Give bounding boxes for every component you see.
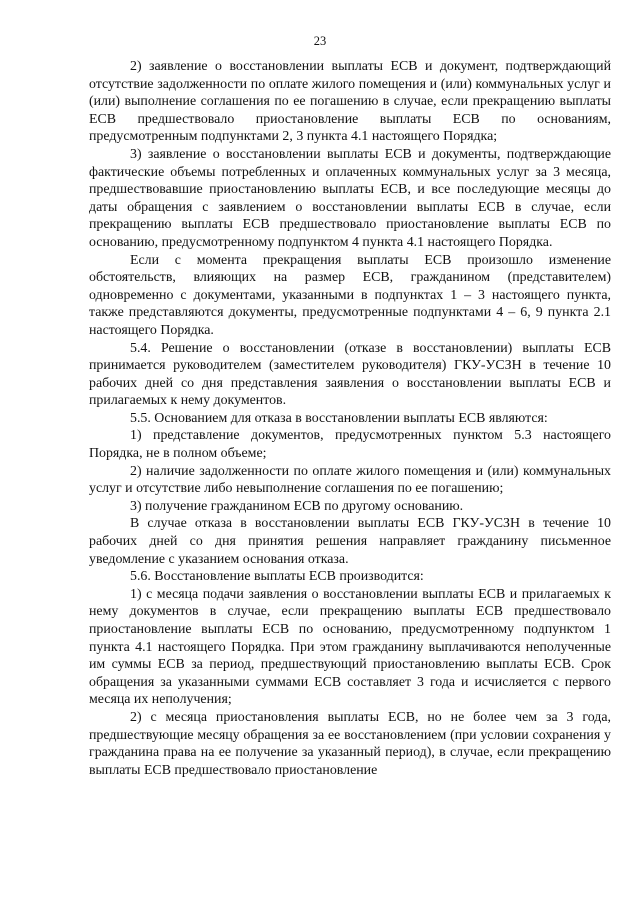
paragraph-clause-5-5: 5.5. Основанием для отказа в восстановлении выплаты ЕСВ являются: xyxy=(130,410,548,426)
paragraph-refusal-ground-3: 3) получение гражданином ЕСВ по другому основанию. xyxy=(130,498,464,514)
paragraph-restoration-1: 1) с месяца подачи заявления о восстановлении выплаты ЕСВ и прилагаемых к нему документов в случае, если прекращению выплаты ЕСВ предшествовало приостановление выплаты ЕСВ по основанию, предусмотренному подпунктом 1 пункта 4.1 настоящего Порядка. При этом гражданину выплачиваются неполученные им суммы ЕСВ за период, предшествующий приостановлению выплаты ЕСВ. Срок обращения за указанными суммами ЕСВ составляет 3 года и исчисляется с первого месяца их неполучения; xyxy=(89,586,611,708)
paragraph-clause-5-4: 5.4. Решение о восстановлении (отказе в восстановлении) выплаты ЕСВ принимается руководителем (заместителем руководителя) ГКУ-УСЗН в течение 10 рабочих дней со дня представления заявления о восстановлении выплаты ЕСВ и прилагаемых к нему документов. xyxy=(89,340,611,409)
paragraph-restoration-2: 2) с месяца приостановления выплаты ЕСВ, но не более чем за 3 года, предшествующие месяцу обращения за ее восстановлением (при условии сохранения у гражданина права на ее получение за указанный период), в случае, если прекращению выплаты ЕСВ предшествовало приостановление xyxy=(89,709,611,778)
paragraph-clause-5-6: 5.6. Восстановление выплаты ЕСВ производится: xyxy=(130,569,424,585)
paragraph-subitem-3: 3) заявление о восстановлении выплаты ЕСВ и документы, подтверждающие фактические объемы потребленных и оплаченных коммунальных услуг за 3 месяца, предшествовавшие приостановлению выплаты ЕСВ, и все последующие месяцы до даты обращения с заявлением о восстановлении выплаты ЕСВ в случае, если прекращению выплаты ЕСВ предшествовало приостановление выплаты ЕСВ по основанию, предусмотренному подпунктом 4 пункта 4.1 настоящего Порядка. xyxy=(89,146,611,250)
page-number: 23 xyxy=(313,34,327,48)
paragraph-refusal-notice: В случае отказа в восстановлении выплаты ЕСВ ГКУ-УСЗН в течение 10 рабочих дней со дня принятия решения направляет гражданину письменное уведомление с указанием основания отказа. xyxy=(89,516,611,567)
document-body xyxy=(89,58,611,779)
paragraph-subitem-2: 2) заявление о восстановлении выплаты ЕСВ и документ, подтверждающий отсутствие задолженности по оплате жилого помещения и (или) коммунальных услуг и (или) выполнение соглашения по ее погашению в случае, если прекращению выплаты ЕСВ предшествовало приостановление выплаты ЕСВ по основаниям, предусмотренным подпунктами 2, 3 пункта 4.1 настоящего Порядка; xyxy=(89,59,611,145)
paragraph-refusal-ground-1: 1) представление документов, предусмотренных пунктом 5.3 настоящего Порядка, не в полном объеме; xyxy=(89,428,611,462)
paragraph-refusal-ground-2: 2) наличие задолженности по оплате жилого помещения и (или) коммунальных услуг и отсутствие либо невыполнение соглашения по ее погашению; xyxy=(89,463,611,497)
paragraph-circumstances-change: Если с момента прекращения выплаты ЕСВ произошло изменение обстоятельств, влияющих на размер ЕСВ, гражданином (представителем) одновременно с документами, указанными в подпунктах 1 – 3 настоящего пункта, также представляются документы, предусмотренные подпунктами 4 – 6, 9 пункта 2.1 настоящего Порядка. xyxy=(89,252,611,338)
